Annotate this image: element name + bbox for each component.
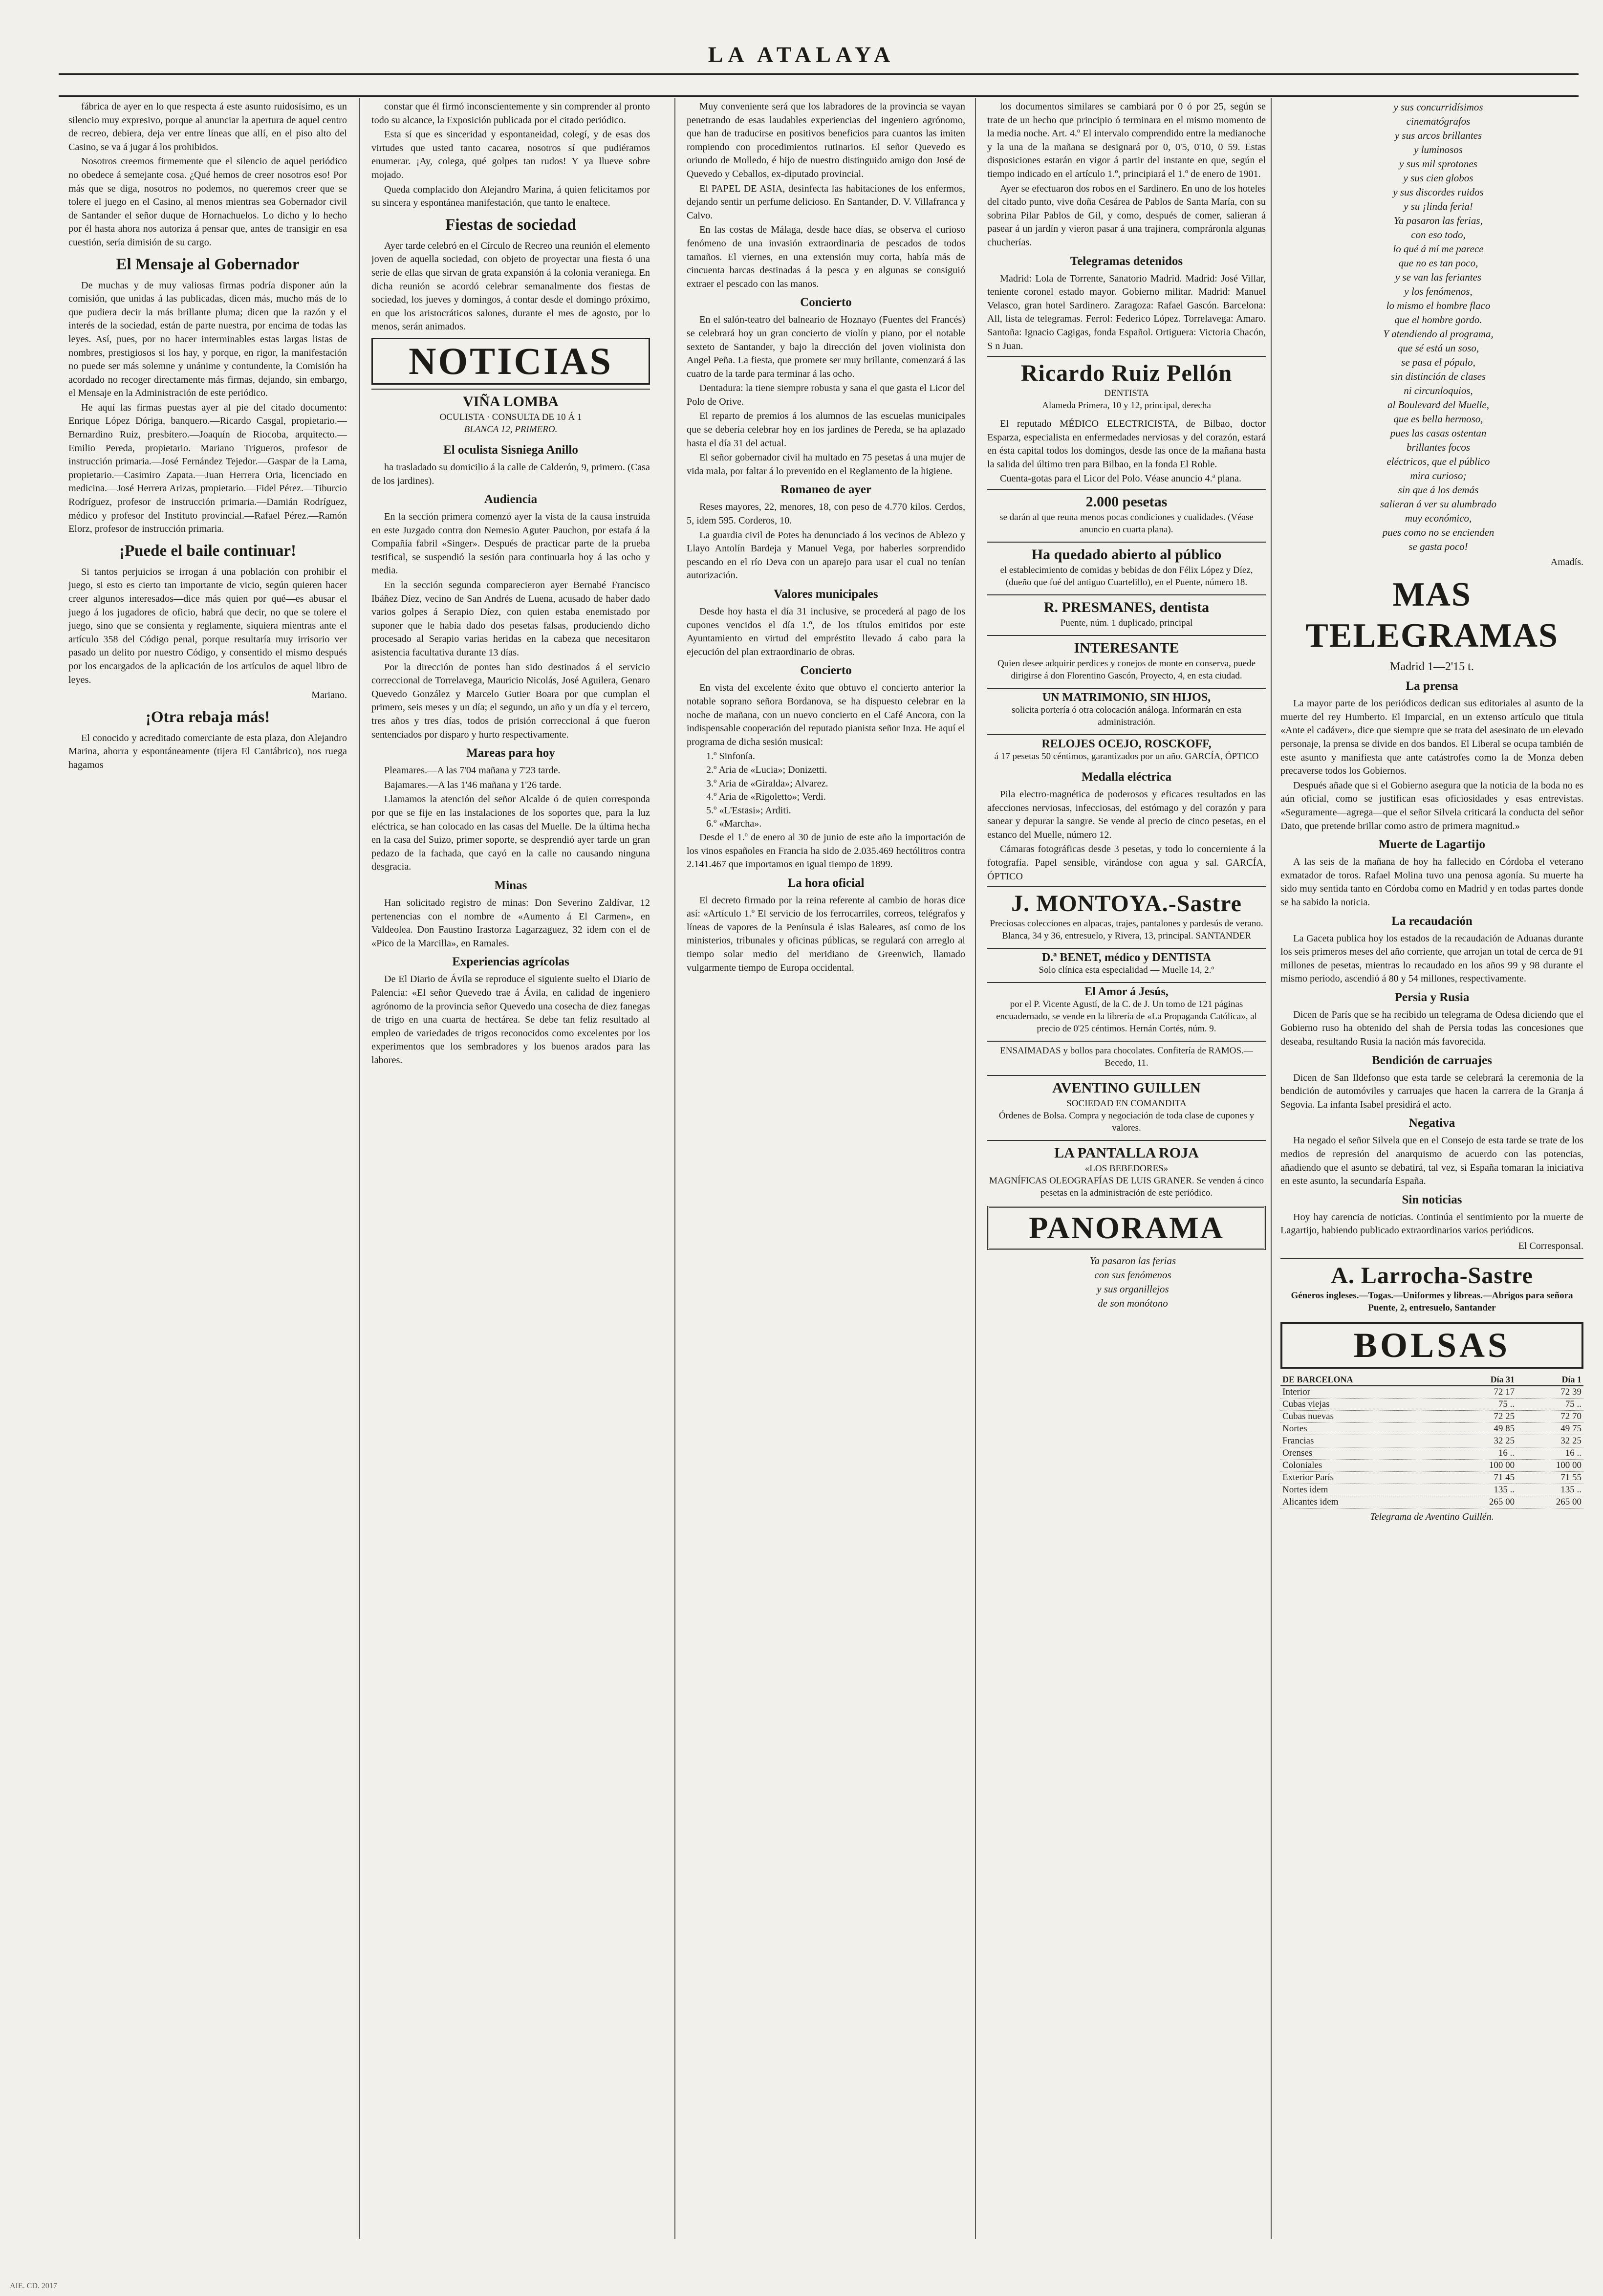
signature: El Corresponsal. xyxy=(1518,1241,1583,1251)
column-4 xyxy=(987,100,1266,2231)
telegram-list: Madrid: Lola de Torrente, Sanatorio Madrid. Madrid: José Villar, teniente coronel estado mayor. Gobierno militar. Madrid: Manuel Velasco, gran hotel Sardinero. Zaragoza: Rafael Gascón. Barcelona: All, lista de telegramas. Ferrol: Federico López. Torrelavega: Amaro. Santoña: Ignacio Cagigas, fonda Español. Ortiguera: Victoria Chacón, S n Juan. xyxy=(987,273,1266,351)
ad-title: J. MONTOYA.-Sastre xyxy=(1011,891,1242,917)
table-cell: Cubas nuevas xyxy=(1280,1410,1450,1422)
table-row xyxy=(1280,1484,1583,1496)
table-cell: 72 70 xyxy=(1516,1410,1583,1422)
table-cell: 75 .. xyxy=(1516,1398,1583,1410)
program-list xyxy=(687,750,965,831)
program-item: 1.º Sinfonía. xyxy=(706,751,755,762)
ad-text: por el P. Vicente Agustí, de la C. de J. Un tomo de 121 páginas encuadernado, se vende en la librería de «La Propaganda Católica», al precio de 0'25 céntimos. Hernán Cortés, núm. 9. xyxy=(996,999,1257,1034)
ad-text: MAGNÍFICAS OLEOGRAFÍAS DE LUIS GRANER. Se venden á cinco pesetas en la administración de este periódico. xyxy=(989,1176,1264,1199)
masthead-rule-bottom xyxy=(59,95,1579,97)
headline-medalla: Medalla eléctrica xyxy=(1082,770,1171,784)
ad-relojes xyxy=(987,734,1266,765)
article-paragraph: Si tantos perjuicios se irrogan á una población con prohibir el juego, si esto es cierto tan importante de vicio, según quieren hacer creer algunos interesados—dice más quien por qué—es abusar el juego á los jugadores de oficio, habrá que decir, no que se tolere el juego, sino que se consienta y reglamente, siquiera mientras ante el artículo 358 del Código penal, porque resultaría muy irrisorio ver pasado un delito por nuestro Código, y consentido el mismo después por los encargados de la aplicación de los artículos de aquel libro de leyes. xyxy=(68,566,347,685)
table-cell: Orenses xyxy=(1280,1447,1450,1459)
article-paragraph: Muy conveniente será que los labradores de la provincia se vayan penetrando de esas laudables experiencias del ingeniero agrónomo, que han de traducirse en positivos beneficios para cuantos las imiten rompiendo con procedimientos rutinarios. El señor Quevedo es oriundo de Molledo, é hijo de nuestro distinguido amigo don José de Quevedo y Ceballos, ex-diputado provincial. xyxy=(687,101,965,179)
headline-concierto: Concierto xyxy=(800,296,852,309)
ad-subtitle: DENTISTA xyxy=(1104,388,1149,399)
table-cell: Cubas viejas xyxy=(1280,1398,1450,1410)
table-cell: Francias xyxy=(1280,1435,1450,1447)
table-cell: 100 00 xyxy=(1516,1459,1583,1471)
article-paragraph: En vista del excelente éxito que obtuvo el concierto anterior la notable soprano señora Bordanova, se ha dispuesto celebrar en la noche de mañana, con un nuevo concierto en el Café Ancora, con la indispensable cooperación del reputado pianista señor Inza. He aquí el programa de dicha sesión musical: xyxy=(687,682,965,747)
ad-subtitle: SOCIEDAD EN COMANDITA xyxy=(1066,1098,1187,1109)
table-cell: 135 .. xyxy=(1516,1484,1583,1496)
headline-persia: Persia y Rusia xyxy=(1394,990,1470,1004)
headline-baile: ¡Puede el baile continuar! xyxy=(119,542,297,560)
ad-ensaimadas xyxy=(987,1041,1266,1072)
poem-line: se gasta poco! xyxy=(1408,541,1468,552)
article-paragraph: En la sección primera comenzó ayer la vista de la causa instruida en este Juzgado contra don Nemesio Aguter Pauchon, por estafa á la Compañía fabril «Singer». Después de practicar parte de la prueba testifical, se suspendió la sesión para continuarla hoy á las ocho y media. xyxy=(371,511,650,576)
poem-line: que no es tan poco, xyxy=(1398,257,1478,269)
article-paragraph: En las costas de Málaga, desde hace días, se observa el curioso fenómeno de una invasión extraordinaria de pescados de todos tamaños. El viernes, en una extensión muy corta, había más de cincuenta barcas destinadas á la pesca y en algunas se consiguió extraer el pescado con las manos. xyxy=(687,224,965,289)
table-cell: 71 55 xyxy=(1516,1471,1583,1484)
poem-line: salieran á ver su alumbrado xyxy=(1380,498,1496,510)
table-cell: 49 85 xyxy=(1450,1422,1516,1435)
table-cell: Nortes xyxy=(1280,1422,1450,1435)
table-cell: Nortes idem xyxy=(1280,1484,1450,1496)
article-paragraph: Dicen de San Ildefonso que esta tarde se celebrará la ceremonia de la bendición de automóviles y carruajes que hacen la carrera de la Granja á Segovia. La infanta Isabel presidirá el acto. xyxy=(1280,1072,1583,1110)
poem-line: eléctricos, que el público xyxy=(1386,456,1490,467)
column-separator xyxy=(674,98,675,2239)
ad-text: el establecimiento de comidas y bebidas de don Félix López y Díez, (dueño que fué del antiguo Cuartelillo), en el Puente, número 18. xyxy=(1000,565,1253,588)
dateline: Madrid 1—2'15 t. xyxy=(1390,660,1474,673)
program-item: 6.º «Marcha». xyxy=(706,818,762,830)
bolsas-table-body xyxy=(1280,1386,1583,1509)
poem-line: muy económico, xyxy=(1405,512,1472,524)
poem-line: que el hombre gordo. xyxy=(1394,314,1482,326)
article-paragraph: Desde el 1.º de enero al 30 de junio de este año la importación de los vinos españoles en Francia ha sido de 2.035.469 hectólitros contra 2.141.467 que importamos en igual tiempo de 1899. xyxy=(687,831,965,870)
column-5 xyxy=(1280,100,1583,2231)
ad-interesante xyxy=(987,635,1266,685)
headline-lagartijo: Muerte de Lagartijo xyxy=(1379,838,1485,852)
poem-line: cinematógrafos xyxy=(1406,115,1471,127)
poem-line: mira curioso; xyxy=(1410,470,1467,481)
poem-line: lo mismo el hombre flaco xyxy=(1386,300,1491,311)
article-paragraph: Llamamos la atención del señor Alcalde ó de quien corresponda por que se fije en las instalaciones de los soportes que, para la luz eléctrica, se han colocado en las casas del Muelle. De la última hecha en la casa del Suizo, primer soporte, se desprendió ayer tarde un gran pedazo de la fachada, que cayó en la calle no causando ninguna desgracia. xyxy=(371,794,650,873)
article-paragraph: De El Diario de Ávila se reproduce el siguiente suelto el Diario de Palencia: «El señor Quevedo trae á Ávila, en calidad de ingeniero agrónomo de la provincia señor Quevedo una cosecha de diez fanegas de trigo en una cuarta de hectárea. Se debe tan feliz resultado al empleo de variedades de trigos reconocidos como excelentes por los experimentos que los sembradores y los buenos arados para las labores. xyxy=(371,974,650,1066)
headline-bendicion: Bendición de carruajes xyxy=(1372,1053,1492,1067)
poem-line: con eso todo, xyxy=(1411,229,1466,241)
ad-benet xyxy=(987,948,1266,979)
column-1 xyxy=(68,100,347,2231)
headline-rebaja: ¡Otra rebaja más! xyxy=(145,708,270,726)
article-paragraph: A las seis de la mañana de hoy ha fallecido en Córdoba el veterano exmatador de toros. Rafael Molina tuvo una penosa agonía. Su muerte ha sido muy sentida tanto en Córdoba como en Madrid y en todas partes donde se ha sabido la noticia. xyxy=(1280,856,1583,908)
table-cell: 265 00 xyxy=(1450,1496,1516,1508)
article-paragraph: fábrica de ayer en lo que respecta á este asunto ruidosísimo, es un silencio muy expresivo, porque al anunciar la apertura de aquel centro de recreo, debiera, deja ver entre líneas que allí, en el piso alto del Casino, se va á jugar á los prohibidos. xyxy=(68,101,347,153)
ad-text: Preciosas colecciones en alpacas, trajes, pantalones y pardesús de verano. Blanca, 34 y 36, entresuelo, y Rivera, 13, principal. SANTANDER xyxy=(990,918,1263,941)
article-paragraph: Ha negado el señor Silvela que en el Consejo de esta tarde se trate de los medios de represión del anarquismo de acuerdo con las potencias, añadiendo que el asunto se debatirá, tal vez, si España tomaran la iniciativa en este asunto, la secundaría España. xyxy=(1280,1135,1583,1187)
ad-title: VIÑA LOMBA xyxy=(463,393,559,410)
article-paragraph: La Gaceta publica hoy los estados de la recaudación de Aduanas durante los seis primeros meses del año corriente, que arrojan un total de cerca de 91 millones de pesetas, mientras lo recaudado en los años 99 y 98 durante el mismo período, ascendió á 80 y 54 millones, respectivamente. xyxy=(1280,933,1583,984)
ad-abierto xyxy=(987,542,1266,591)
article-paragraph: Ayer tarde celebró en el Círculo de Recreo una reunión el elemento joven de aquella sociedad, con objeto de proyectar una fiesta ó una serie de ellas que sirvan de grata expansión á la colonia veraniega. En dicha reunión se acordó celebrar semanalmente dos fiestas de sociedad, los jueves y domingos, á contar desde el domingo próximo, en que los aristocráticos salones, durante el mes de agosto, por lo menos, serán animados. xyxy=(371,240,650,332)
article-paragraph: Por la dirección de pontes han sido destinados á el servicio correccional de Torrelavega, Mauricio Nicolás, José Aguilera, Genaro Quevedo González y Marcelo Gutier Boara por que cumplan el primero, seis meses y un día; el segundo, un año y un día y el tercero, tres años y tres días, todos de prisión correccional á que fueron sentenciados por disparo y hurto respectivamente. xyxy=(371,661,650,740)
table-header-cell: Día 31 xyxy=(1450,1374,1516,1386)
table-cell: 135 .. xyxy=(1450,1484,1516,1496)
ad-aventino-guillen xyxy=(987,1075,1266,1137)
panorama-banner: PANORAMA xyxy=(987,1206,1266,1250)
ad-title: A. Larrocha-Sastre xyxy=(1331,1262,1533,1289)
headline-valores: Valores municipales xyxy=(774,588,878,601)
article-paragraph: El señor gobernador civil ha multado en 75 pesetas á una mujer de vida mala, por faltar á lo prevenido en el Reglamento de la higiene. xyxy=(687,452,965,477)
ad-amor-jesus xyxy=(987,982,1266,1038)
poem-line: y su ¡linda feria! xyxy=(1404,200,1473,212)
table-row xyxy=(1280,1496,1583,1508)
table-header-row xyxy=(1280,1374,1583,1386)
masthead-rule-top xyxy=(59,73,1579,75)
signature: Amadís. xyxy=(1550,557,1583,568)
table-cell: 49 75 xyxy=(1516,1422,1583,1435)
article-paragraph: Nosotros creemos firmemente que el silencio de aquel periódico no obedece á semejante cosa. ¿Qué hemos de creer nosotros eso! Por más que se diga, nosotros no podemos, no queremos creer que se tolere el juego en el Casino, al menos mientras sea Gobernador civil de Santander el señor duque de Hornachuelos. Lo dicho y lo hecho por él hasta ahora nos autoriza á pensar que, antes de transigir en esa cuestión, sería dimisión de su cargo. xyxy=(68,156,347,248)
poem-line: que sé está un soso, xyxy=(1397,342,1479,354)
poem-line: Y atendiendo al programa, xyxy=(1383,328,1494,340)
table-row xyxy=(1280,1471,1583,1484)
table-cell: 16 .. xyxy=(1516,1447,1583,1459)
poem xyxy=(1280,100,1583,554)
ad-subtitle: OCULISTA · CONSULTA DE 10 Á 1 xyxy=(439,412,582,422)
ad-title: R. PRESMANES, dentista xyxy=(1043,599,1210,616)
article-paragraph: Queda complacido don Alejandro Marina, á quien felicitamos por su sincera y espontánea manifestación, que tanto le enaltece. xyxy=(371,184,650,209)
headline-prensa: La prensa xyxy=(1406,679,1458,693)
archive-credit: AIE. CD. 2017 xyxy=(10,2282,57,2290)
article-paragraph: Después añade que si el Gobierno asegura que la noticia de la boda no es aún oficial, como se justifican esas oficiosidades y esas entrevistas. «Seguramente—agrega—que el señor Silvela criticará la conducta del señor Dato, que pretende brillar como astro de primera magnitud.» xyxy=(1280,780,1583,831)
poem-line: que es bella hermoso, xyxy=(1393,413,1483,425)
article-paragraph: La mayor parte de los periódicos dedican sus editoriales al asunto de la muerte del rey Humberto. El Imparcial, en un extenso artículo que titula «Ante el cadáver», dice que siempre que se trata del asesinato de un elevado personaje, la prensa se divide en dos bandos. El Liberal se ocupa también de este asunto y manifiesta que ante catástrofes como la de Monza deben precaverse todos los Gobiernos. xyxy=(1280,698,1583,777)
poem-line: sin distinción de clases xyxy=(1390,371,1486,382)
program-item: 5.º «L'Estasi»; Arditi. xyxy=(706,805,791,816)
poem-line: y sus arcos brillantes xyxy=(1394,130,1482,141)
table-row xyxy=(1280,1410,1583,1422)
article-paragraph: Esta sí que es sinceridad y espontaneidad, colegí, y de esas dos virtudes que usted tanto cacarea, nosotros sí que pudiéramos enumerar. ¡Ay, colega, qué golpes tan rudos! Y ya llueve sobre mojado. xyxy=(371,129,650,180)
tide-line: Pleamares.—A las 7'04 mañana y 7'23 tarde. xyxy=(384,765,561,776)
poem-line: sin que á los demás xyxy=(1398,484,1479,496)
article-paragraph: Cuenta-gotas para el Licor del Polo. Véase anuncio 4.ª plana. xyxy=(1000,473,1242,484)
ad-address: Alameda Primera, 10 y 12, principal, derecha xyxy=(1042,400,1211,411)
masthead-title: LA ATALAYA xyxy=(708,42,895,67)
table-cell: Interior xyxy=(1280,1386,1450,1399)
poem-line: Ya pasaron las ferias xyxy=(1089,1255,1176,1267)
table-cell: 265 00 xyxy=(1516,1496,1583,1508)
ad-address: Puente, núm. 1 duplicado, principal xyxy=(1060,618,1193,629)
poem-line: de son monótono xyxy=(1098,1297,1168,1310)
poem-line: al Boulevard del Muelle, xyxy=(1387,399,1489,411)
ad-title: D.ª BENET, médico y DENTISTA xyxy=(1041,951,1212,964)
poem-line: y los fenómenos, xyxy=(1404,285,1473,297)
table-cell: 32 25 xyxy=(1450,1435,1516,1447)
ad-title: 2.000 pesetas xyxy=(1085,494,1168,510)
headline-mensaje: El Mensaje al Gobernador xyxy=(116,255,300,273)
bolsas-table xyxy=(1280,1374,1583,1509)
table-header-cell: DE BARCELONA xyxy=(1280,1374,1450,1386)
ad-title: AVENTINO GUILLEN xyxy=(1052,1080,1201,1096)
article-paragraph: De muchas y de muy valiosas firmas podría disponer aún la comisión, que unidas á las publicadas, dicen más, mucho más de lo que pudiera decir la más brillante pluma; dicen que la razón y el interés de la sociedad, están de parte nuestra, por encima de todas las leyes. Así, pues, por no hacer interminables estas largas listas de nombres, prestigiosos si los hay, y porque, en rigor, la manifestación no puede ser más solemne y unánime y contundente, la Comisión ha acordado no recoger directamente más firmas, dejando, sin embargo, el Mensaje en la Administración de este periódico. xyxy=(68,280,347,399)
table-cell: 72 25 xyxy=(1450,1410,1516,1422)
table-cell: 32 25 xyxy=(1516,1435,1583,1447)
headline-oculista: El oculista Sisniega Anillo xyxy=(443,443,578,457)
signature: Mariano. xyxy=(311,690,347,701)
poem-line: con sus fenómenos xyxy=(1094,1269,1171,1281)
poem-line: y sus mil sprotones xyxy=(1399,158,1477,170)
article-paragraph: El reputado MÉDICO ELECTRICISTA, de Bilbao, doctor Esparza, especialista en enfermedades nerviosas y del corazón, estará en ésta capital todos los domingos, desde las once de la mañana hasta la salida del último tren para Bilbao, en la fonda El Roble. xyxy=(987,418,1266,470)
headline-fiestas: Fiestas de sociedad xyxy=(445,216,576,234)
article-paragraph: Han solicitado registro de minas: Don Severino Zaldívar, 12 pertenencias con el nombre de «Aumento á El Carmen», en Valdeolea. Don Faustino Irastorza Lagarzaguez, 32 idem con el de «Pico de la Marcilla», en Ramales. xyxy=(371,897,650,949)
ad-2000-pesetas xyxy=(987,489,1266,539)
ad-text: se darán al que reuna menos pocas condiciones y cualidades. (Véase anuncio en cuarta plana). xyxy=(999,512,1254,535)
article-paragraph: Ayer se efectuaron dos robos en el Sardinero. En uno de los hoteles del citado punto, vive doña Cesárea de Pablos de Santa María, con su sobrina Pilar Pablos de Gil, y como, después de comer, salieran á pasear á un jardín y vieron pasar á una trajinera, compráronla algunas chucherías. xyxy=(987,183,1266,248)
column-separator xyxy=(359,98,360,2239)
table-cell: 71 45 xyxy=(1450,1471,1516,1484)
program-item: 3.º Aria de «Giralda»; Alvarez. xyxy=(706,778,828,789)
headline-mareas: Mareas para hoy xyxy=(466,746,555,760)
article-paragraph: En el salón-teatro del balneario de Hoznayo (Fuentes del Francés) se celebrará hoy un gran concierto de violín y piano, por el notable sexteto de Santander, y bajo la dirección del joven violinista don Angel Peña. La fiesta, que promete ser muy brillante, comenzará á las cuatro de la tarde para terminar á las ocho. xyxy=(687,314,965,379)
article-paragraph: He aquí las firmas puestas ayer al pie del citado documento: Enrique López Dóriga, banquero.—Ricardo Casgal, propietario.—Bernardino Ruiz, presbítero.—Joaquín de Riocoba, arquitecto.—Emilio Pereda, propietario.—Mariano Trigueros, profesor de instrucción primaria.—José Fernández Tejedor.—Gaspar de la Lama, propietario.—Casimiro Zapata.—Juan Herrera Oria, licenciado en medicina.—José Herrera Arizas, propietario.—Fidel Pérez.—Tiburcio Rodríguez, profesor de instrucción primaria.—Damián Rodríguez, médico y profesor del Instituto provincial.—Rafael Pérez.—Ramón Elorz, profesor de instrucción primaria. xyxy=(68,402,347,535)
table-row xyxy=(1280,1447,1583,1459)
ad-text: Solo clínica esta especialidad — Muelle 14, 2.º xyxy=(1039,965,1214,976)
ad-text: Órdenes de Bolsa. Compra y negociación de toda clase de cupones y valores. xyxy=(998,1111,1255,1134)
headline-concierto-2: Concierto xyxy=(800,664,852,678)
article-paragraph: El decreto firmado por la reina referente al cambio de horas dice así: «Artículo 1.º El servicio de los ferrocarriles, correos, telégrafos y líneas de vapores de la Península é islas Baleares, así como de los ministerios, tribunales y oficinas públicas, se regulará con arreglo al tiempo solar medio del meridiano de Greenwich, llamado vulgarmente tiempo de Europa occidental. xyxy=(687,895,965,973)
article-paragraph: Desde hoy hasta el día 31 inclusive, se procederá al pago de los cupones vencidos el día 1.º, de los títulos emitidos por este Ayuntamiento en virtud del empréstito llevado á cabo para la ejecución del plan extraordinario de obras. xyxy=(687,606,965,657)
poem-line: brillantes focos xyxy=(1406,441,1471,453)
ad-title: Ricardo Ruiz Pellón xyxy=(1020,360,1233,387)
tide-line: Bajamares.—A las 1'46 mañana y 1'26 tarde. xyxy=(384,779,562,790)
column-separator xyxy=(1271,98,1272,2239)
ad-presmanes xyxy=(987,594,1266,632)
table-row xyxy=(1280,1398,1583,1410)
ad-subtitle: «LOS BEBEDORES» xyxy=(1084,1163,1169,1174)
table-cell: Exterior París xyxy=(1280,1471,1450,1484)
column-2 xyxy=(371,100,650,2231)
poem-line: Ya pasaron las ferias, xyxy=(1394,215,1483,226)
program-item: 4.º Aria de «Rigoletto»; Verdi. xyxy=(706,791,826,803)
headline-telegramas: Telegramas detenidos xyxy=(1070,254,1183,268)
table-row xyxy=(1280,1459,1583,1471)
table-cell: 72 39 xyxy=(1516,1386,1583,1399)
article-paragraph: El conocido y acreditado comerciante de esta plaza, don Alejandro Marina, ahorra y espontáneamente (tijera El Cantábrico), nos ruega hagamos xyxy=(68,732,347,770)
mas-telegramas-banner: MAS TELEGRAMAS xyxy=(1305,575,1559,655)
ad-larrocha xyxy=(1280,1258,1583,1317)
headline-hora: La hora oficial xyxy=(787,876,865,890)
article-paragraph: ha trasladado su domicilio á la calle de Calderón, 9, primero. (Casa de los jardines). xyxy=(371,461,650,486)
poem-line: se pasa el pópulo, xyxy=(1401,356,1475,368)
ad-matrimonio xyxy=(987,688,1266,731)
noticias-banner: NOTICIAS xyxy=(371,338,650,385)
table-cell: 16 .. xyxy=(1450,1447,1516,1459)
ad-pantalla-roja xyxy=(987,1140,1266,1202)
table-cell: 72 17 xyxy=(1450,1386,1516,1399)
table-row xyxy=(1280,1435,1583,1447)
ad-vina-lomba xyxy=(371,389,650,438)
ad-text: solicita portería ó otra colocación análoga. Informarán en esta administración. xyxy=(1011,705,1242,728)
ad-title: RELOJES OCEJO, ROSCKOFF, xyxy=(1041,738,1212,751)
ad-title: LA PANTALLA ROJA xyxy=(1054,1145,1199,1161)
ad-text: á 17 pesetas 50 céntimos, garantizados por un año. GARCÍA, ÓPTICO xyxy=(994,751,1259,762)
headline-sin-noticias: Sin noticias xyxy=(1402,1193,1462,1206)
headline-minas: Minas xyxy=(494,878,527,892)
poem-line: ni circunloquios, xyxy=(1404,385,1473,396)
ad-text: Géneros ingleses.—Togas.—Uniformes y libreas.—Abrigos para señora xyxy=(1291,1290,1573,1301)
article-paragraph: El reparto de premios á los alumnos de las escuelas municipales que se debería celebrar hoy en los jardines de Pereda, se ha aplazado hasta el día 31 del actual. xyxy=(687,411,965,449)
headline-audiencia: Audiencia xyxy=(484,493,538,506)
article-paragraph: En la sección segunda comparecieron ayer Bernabé Francisco Ibáñez Díez, vecino de San Andrés de Luena, acusado de haber dado varios golpes á Serapio Díez, con quien estaba enemistado por suponer que le había dado dos pesetas falsas, produciendo dicho procesado al Serapio varias heridas en la cabeza que necesitaron asistencia facultativa durante 13 días. xyxy=(371,580,650,658)
ad-title: INTERESANTE xyxy=(1074,640,1179,656)
poem-line: y sus concurridísimos xyxy=(1393,101,1483,113)
table-cell: 100 00 xyxy=(1450,1459,1516,1471)
poem-line: y luminosos xyxy=(1414,144,1463,155)
article-paragraph: El PAPEL DE ASIA, desinfecta las habitaciones de los enfermos, dejando sentir un perfume delicioso. En Santander, D. V. Villafranca y Calvo. xyxy=(687,183,965,221)
article-paragraph: Reses mayores, 22, menores, 18, con peso de 4.770 kilos. Cerdos, 5, idem 595. Corderos, 10. xyxy=(687,502,965,526)
table-cell: 75 .. xyxy=(1450,1398,1516,1410)
poem-line: y sus discordes ruidos xyxy=(1393,186,1484,198)
article-paragraph: La guardia civil de Potes ha denunciado á los vecinos de Ablezo y Llayo Antolín Bardeja y Manuel Vega, por haberles sorprendido pescando en el río Deva con un aparejo para usar el cual no tenían autorización. xyxy=(687,529,965,581)
ad-address: BLANCA 12, PRIMERO. xyxy=(464,424,558,435)
headline-recaudacion: La recaudación xyxy=(1391,914,1473,928)
table-cell: Coloniales xyxy=(1280,1459,1450,1471)
ad-address: Puente, 2, entresuelo, Santander xyxy=(1368,1302,1496,1313)
headline-romaneo: Romaneo de ayer xyxy=(780,483,872,497)
article-paragraph: Cámaras fotográficas desde 3 pesetas, y todo lo concerniente á la fotografía. Papel sensible, virándose con agua y sal. GARCÍA, ÓPTICO xyxy=(987,844,1266,882)
article-paragraph: Pila electro-magnética de poderosos y eficaces resultados en las afecciones nerviosas, infecciosas, del estómago y del corazón y para sanear y depurar la sangre. Se vende al precio de cinco pesetas, en el estanco del Muelle, número 12. xyxy=(987,789,1266,840)
table-cell: Alicantes idem xyxy=(1280,1496,1450,1508)
bolsas-banner: BOLSAS xyxy=(1280,1322,1583,1369)
article-paragraph: los documentos similares se cambiará por 0 ó por 25, según se trate de un hecho que principio ó terminara en el mismo momento de la media noche. Art. 4.º El intervalo comprendido entre la medianoche y la una de la mañana se designará por 0, 0'5, 0'10, 0 59. Estas disposiciones estarán en vigor á partir del instante en que, según el tiempo indicado en el artículo 1.º, principiará el 1.º de enero de 1901. xyxy=(987,101,1266,179)
ad-title: Ha quedado abierto al público xyxy=(1031,547,1222,563)
poem-line: pues como no se encienden xyxy=(1382,526,1495,538)
article-paragraph: Hoy hay carencia de noticias. Continúa el sentimiento por la muerte de Lagartijo, habiendo publicado extraordinarios varios periódicos. xyxy=(1280,1211,1583,1236)
article-paragraph: Dicen de París que se ha recibido un telegrama de Odesa diciendo que el Gobierno ruso ha obtenido del shah de Persia todas las concesiones que deseaba, resultando Rusia la nación más favorecida. xyxy=(1280,1009,1583,1048)
article-paragraph: constar que él firmó inconscientemente y sin comprender al pronto todo su alcance, la Exposición publicada por el citado periódico. xyxy=(371,101,650,126)
article-paragraph: Dentadura: la tiene siempre robusta y sana el que gasta el Licor del Polo de Orive. xyxy=(687,383,965,407)
headline-experiencias: Experiencias agrícolas xyxy=(452,955,569,969)
program-item: 2.º Aria de «Lucia»; Donizetti. xyxy=(706,764,827,775)
poem-line: y sus organillejos xyxy=(1097,1283,1169,1295)
ad-text: Quien desee adquirir perdices y conejos de monte en conserva, puede dirigirse á don Florentino Gascón, Proyecto, 4, en esta ciudad. xyxy=(997,658,1256,681)
column-3 xyxy=(687,100,965,2231)
table-header-cell: Día 1 xyxy=(1516,1374,1583,1386)
bolsas-footnote: Telegrama de Aventino Guillén. xyxy=(1370,1511,1494,1522)
table-row xyxy=(1280,1422,1583,1435)
table-row xyxy=(1280,1386,1583,1399)
column-separator xyxy=(975,98,976,2239)
ad-title: UN MATRIMONIO, SIN HIJOS, xyxy=(1042,691,1211,704)
ad-title: El Amor á Jesús, xyxy=(1084,985,1169,999)
poem-line: y sus cien globos xyxy=(1403,172,1473,184)
ad-ruiz-pellon xyxy=(987,356,1266,415)
ad-montoya xyxy=(987,886,1266,945)
poem-line: pues las casas ostentan xyxy=(1390,427,1487,439)
poem-line: lo qué á mí me parece xyxy=(1393,243,1484,255)
headline-negativa: Negativa xyxy=(1408,1116,1455,1130)
poem-line: y se van las feriantes xyxy=(1395,271,1482,283)
ad-text: ENSAIMADAS y bollos para chocolates. Confitería de RAMOS.—Becedo, 11. xyxy=(1000,1046,1253,1069)
